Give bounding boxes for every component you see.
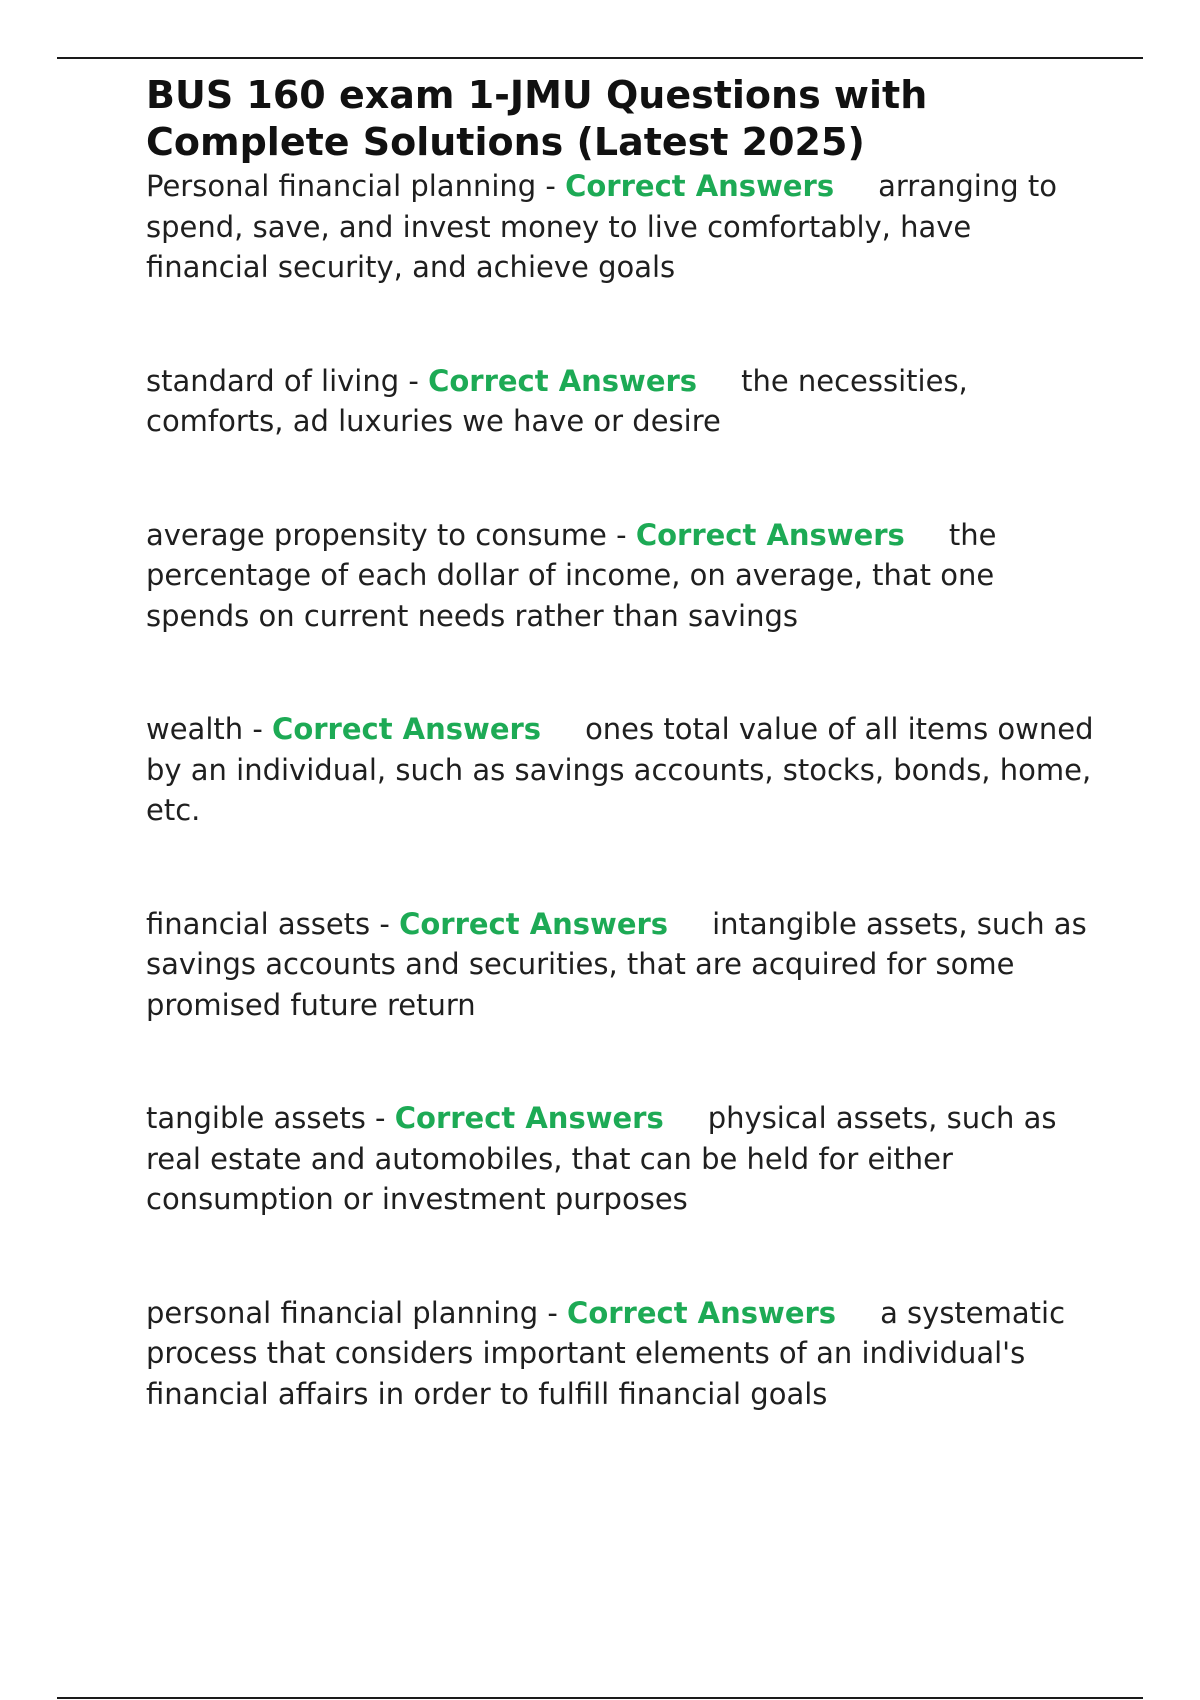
qa-entry: standard of living - Correct Answers the necessities, comforts, ad luxuries we have or desire xyxy=(146,363,968,438)
term: financial assets xyxy=(146,906,371,941)
definition: a systematic process that considers important elements of an individual's financial affairs in order to fulfill financial goals xyxy=(146,1295,1066,1411)
definition: ones total value of all items owned by an individual, such as savings accounts, stocks, bonds, home, etc. xyxy=(146,712,1094,827)
qa-entry: average propensity to consume - Correct Answers the percentage of each dollar of income, on average, that one spends on current needs rather than savings xyxy=(146,517,997,633)
definition: arranging to spend, save, and invest money to live comfortably, have financial security, and achieve goals xyxy=(146,169,1057,284)
qa-entry: Personal financial planning - Correct Answers arranging to spend, save, and invest money to live comfortably, have financial security, and achieve goals xyxy=(146,169,1057,284)
bottom-rule xyxy=(57,1697,1143,1699)
document-title: BUS 160 exam 1-JMU Questions with Complete Solutions (Latest 2025) xyxy=(146,73,928,164)
qa-entry: personal financial planning - Correct Answers a systematic process that considers important elements of an individual's financial affairs in order to fulfill financial goals xyxy=(146,1295,1066,1411)
document-page xyxy=(146,72,1096,1414)
correct-answers-label: Correct Answers xyxy=(567,1295,837,1330)
correct-answers-label: Correct Answers xyxy=(635,517,905,552)
term: standard of living xyxy=(146,363,400,398)
qa-entry: wealth - Correct Answers ones total value of all items owned by an individual, such as savings accounts, stocks, bonds, home, etc. xyxy=(146,712,1094,827)
correct-answers-label: Correct Answers xyxy=(565,169,835,203)
definition: intangible assets, such as savings accounts and securities, that are acquired for some promised future return xyxy=(146,906,1087,1022)
correct-answers-label: Correct Answers xyxy=(394,1101,664,1135)
qa-entry: tangible assets - Correct Answers physical assets, such as real estate and automobiles, that can be held for either consumption or investment purposes xyxy=(146,1101,1057,1216)
term: tangible assets xyxy=(146,1101,366,1135)
term: wealth xyxy=(146,712,244,746)
top-rule xyxy=(57,57,1143,59)
term: average propensity to consume xyxy=(146,517,607,552)
correct-answers-label: Correct Answers xyxy=(399,906,669,941)
correct-answers-label: Correct Answers xyxy=(428,363,698,398)
correct-answers-label: Correct Answers xyxy=(272,712,542,746)
term: Personal financial planning xyxy=(146,169,537,203)
term: personal financial planning xyxy=(146,1295,539,1330)
definition: the necessities, comforts, ad luxuries we have or desire xyxy=(146,363,968,438)
qa-entry: financial assets - Correct Answers intangible assets, such as savings accounts and securities, that are acquired for some promised future return xyxy=(146,906,1087,1022)
definition: physical assets, such as real estate and automobiles, that can be held for either consumption or investment purposes xyxy=(146,1101,1057,1216)
definition: the percentage of each dollar of income, on average, that one spends on current needs rather than savings xyxy=(146,517,997,633)
